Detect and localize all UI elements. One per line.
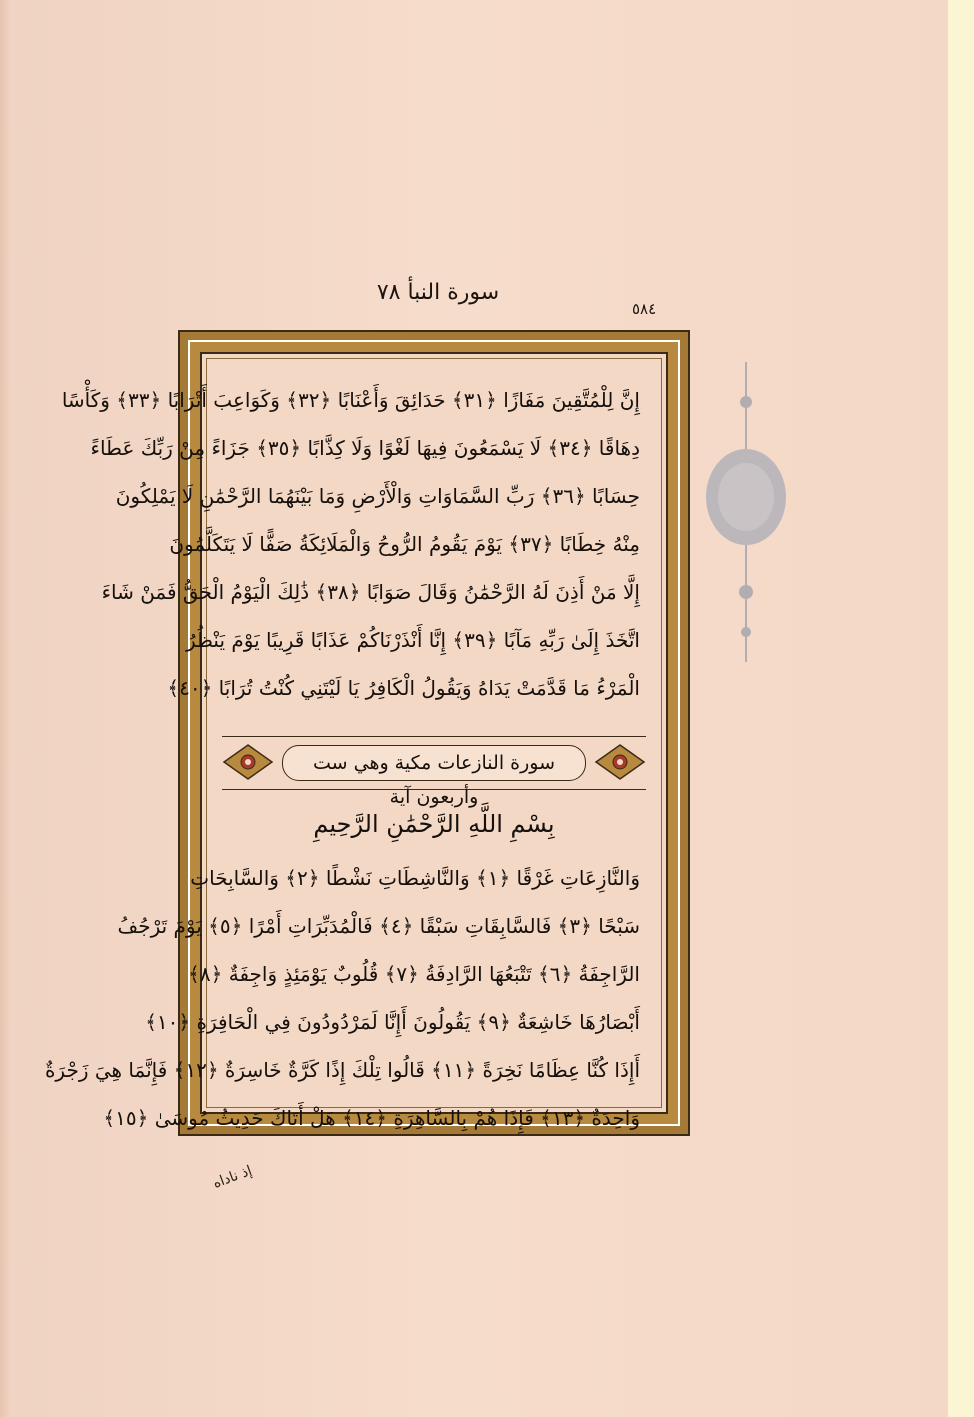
verses-top [61,376,640,712]
verse-line: وَاحِدَةٌ ﴿١٣﴾ فَإِذَا هُمْ بِالسَّاهِرَةِ ﴿١٤﴾ هَلْ أَتَاكَ حَدِيثُ مُوسَىٰ ﴿١٥﴾ [103,1106,640,1130]
verses-bottom [44,794,640,1142]
verse-line: إِنَّ لِلْمُتَّقِينَ مَفَازًا ﴿٣١﴾ حَدَائِقَ وَأَعْنَابًا ﴿٣٢﴾ وَكَوَاعِبَ أَتْرَابًا ﴿٣٣﴾ وَكَأْسًا [61,388,640,412]
verse-line: إِلَّا مَنْ أَذِنَ لَهُ الرَّحْمَٰنُ وَقَالَ صَوَابًا ﴿٣٨﴾ ذَٰلِكَ الْيَوْمُ الْحَقُّ فَمَنْ شَاءَ [101,580,640,604]
surah-banner [222,736,646,808]
page-number: ٥٨٤ [632,300,657,318]
surah-banner-title: سورة النازعات مكية وهي ست وأربعون آية [282,745,586,781]
catchword: إذ ناداه [210,1162,255,1192]
page-edge-shadow [0,0,10,1417]
verse-line: سَبْحًا ﴿٣﴾ فَالسَّابِقَاتِ سَبْقًا ﴿٤﴾ فَالْمُدَبِّرَاتِ أَمْرًا ﴿٥﴾ يَوْمَ تَرْجُفُ [117,914,640,938]
margin-medallion-ornament [700,362,800,662]
gold-border [44,340,680,1130]
bismillah: بِسْمِ اللَّهِ الرَّحْمَٰنِ الرَّحِيمِ [313,810,555,838]
verse-line: الْمَرْءُ مَا قَدَّمَتْ يَدَاهُ وَيَقُولُ الْكَافِرُ يَا لَيْتَنِي كُنْتُ تُرَابًا ﴿٤٠﴾ [167,676,640,700]
text-panel [44,352,668,1130]
floral-ornament-icon [594,743,646,781]
text-frame [44,330,690,1136]
verse-line: أَإِذَا كُنَّا عِظَامًا نَخِرَةً ﴿١١﴾ قَالُوا تِلْكَ إِذًا كَرَّةٌ خَاسِرَةٌ ﴿١٢﴾ فَإِنَّمَا هِيَ زَجْرَةٌ [44,1058,640,1082]
floral-ornament-icon [222,743,274,781]
verse-line: وَالنَّازِعَاتِ غَرْقًا ﴿١﴾ وَالنَّاشِطَاتِ نَشْطًا ﴿٢﴾ وَالسَّابِحَاتِ [190,866,640,890]
verse-line: اتَّخَذَ إِلَىٰ رَبِّهِ مَآبًا ﴿٣٩﴾ إِنَّا أَنْذَرْنَاكُمْ عَذَابًا قَرِيبًا يَوْمَ يَنْظُرُ [185,628,640,652]
verse-line: دِهَاقًا ﴿٣٤﴾ لَا يَسْمَعُونَ فِيهَا لَغْوًا وَلَا كِذَّابًا ﴿٣٥﴾ جَزَاءً مِنْ رَبِّكَ عَطَاءً [90,436,640,460]
verse-line: حِسَابًا ﴿٣٦﴾ رَبِّ السَّمَاوَاتِ وَالْأَرْضِ وَمَا بَيْنَهُمَا الرَّحْمَٰنِ لَا يَمْلِكُونَ [115,484,640,508]
verse-line: أَبْصَارُهَا خَاشِعَةٌ ﴿٩﴾ يَقُولُونَ أَإِنَّا لَمَرْدُودُونَ فِي الْحَافِرَةِ ﴿١٠﴾ [145,1010,640,1034]
page-margin-strip [948,0,974,1417]
verse-line: مِنْهُ خِطَابًا ﴿٣٧﴾ يَوْمَ يَقُومُ الرُّوحُ وَالْمَلَائِكَةُ صَفًّا لَا يَتَكَلَّمُونَ [169,532,640,556]
page-header [178,280,690,324]
verse-line: الرَّاجِفَةُ ﴿٦﴾ تَتْبَعُهَا الرَّادِفَةُ ﴿٧﴾ قُلُوبٌ يَوْمَئِذٍ وَاجِفَةٌ ﴿٨﴾ [188,962,640,986]
surah-header-title: سورة النبأ ٧٨ [376,280,500,305]
